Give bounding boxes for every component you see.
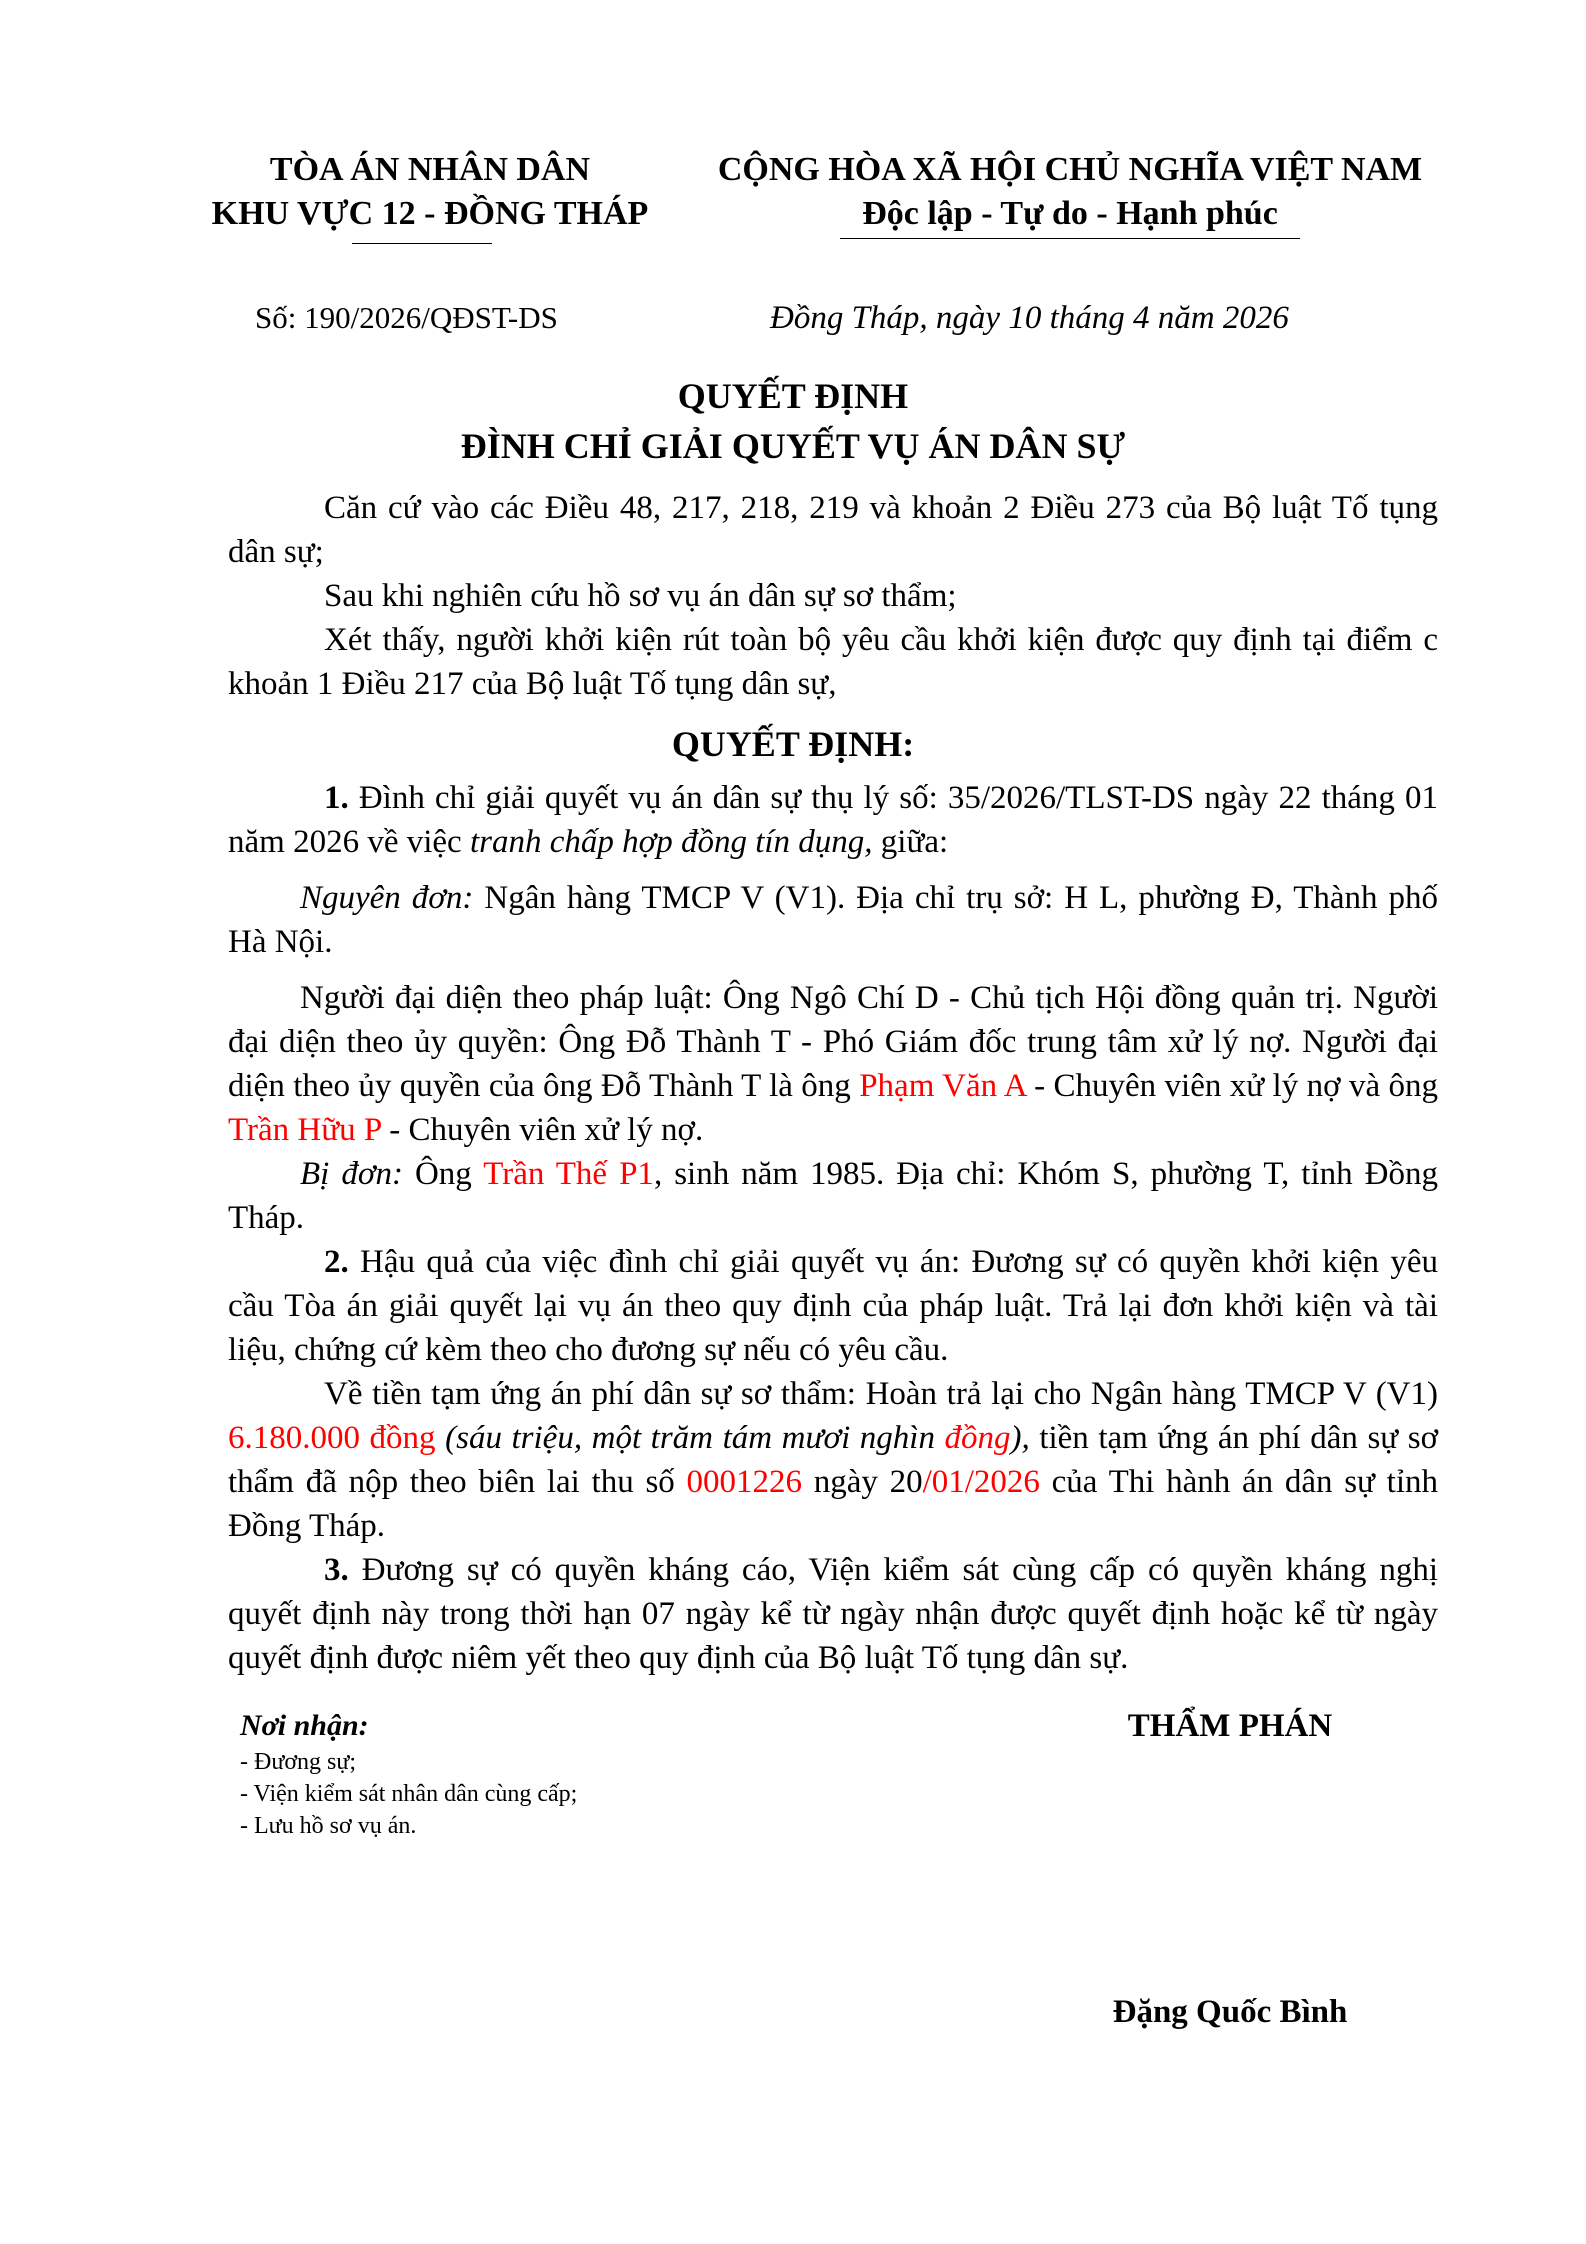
fee-text-b: tiền tạm ứng án phí dân sự sơ thẩm đã nộp theo biên lai thu số [228, 1420, 1439, 1500]
recipient-item: - Đương sự; [240, 1749, 357, 1775]
fee-words-close: ), [1010, 1420, 1030, 1456]
item-3-number: 3. [324, 1552, 349, 1588]
defendant-text-b: , sinh năm 1985. Địa chỉ: Khóm S, phường T, tỉnh Đồng Tháp. [228, 1156, 1438, 1236]
fee-text-c: ngày 20 [802, 1464, 923, 1500]
item-3 [228, 1548, 1438, 1680]
item-1-number: 1. [324, 780, 349, 816]
item-1 [228, 776, 1438, 864]
representative-name-2: Trần Hữu P [228, 1112, 381, 1148]
representatives [228, 976, 1438, 1152]
representatives-text-c: - Chuyên viên xử lý nợ. [380, 1112, 704, 1148]
defendant-label: Bị đơn: [300, 1156, 403, 1192]
decision-heading: QUYẾT ĐỊNH: [671, 724, 915, 764]
court-header [190, 148, 670, 236]
case-type: tranh chấp hợp đồng tín dụng, [469, 824, 873, 860]
recipients [240, 1706, 577, 1842]
item-2-number: 2. [324, 1244, 349, 1280]
document-title: QUYẾT ĐỊNH [677, 376, 909, 416]
plaintiff-text: Ngân hàng TMCP V (V1). Địa chỉ trụ sở: H L, phường Đ, Thành phố Hà Nội. [228, 880, 1439, 960]
fee-amount-words: (sáu triệu, một trăm tám mươi nghìn [435, 1420, 945, 1456]
plaintiff-label: Nguyên đơn: [300, 880, 474, 916]
signature-title: THẨM PHÁN [1127, 1708, 1333, 1744]
signer-name: Đặng Quốc Bình [1112, 1994, 1348, 2030]
motto-underline [840, 238, 1300, 239]
document-subtitle: ĐÌNH CHỈ GIẢI QUYẾT VỤ ÁN DÂN SỰ [460, 426, 1126, 466]
representatives-text-b: - Chuyên viên xử lý nợ và ông [1025, 1068, 1438, 1104]
representatives-text: Người đại diện theo pháp luật: Ông Ngô Chí D - Chủ tịch Hội đồng quản trị. Người đại diện theo ủy quyền: Ông Đỗ Thành T - Phó Giám đốc trung tâm xử lý nợ. Người đại diện theo ủy quyền của ông Đỗ Thành T là ông [228, 980, 1438, 1104]
fee-currency-word: đồng [944, 1420, 1011, 1456]
fee-amount: 6.180.000 đồng [228, 1420, 436, 1456]
fee-text-d: của Thi hành án dân sự tỉnh Đồng Tháp. [228, 1464, 1438, 1544]
national-header [690, 148, 1450, 236]
receipt-date: /01/2026 [922, 1464, 1040, 1500]
national-motto: Độc lập - Tự do - Hạnh phúc [862, 195, 1278, 232]
court-underline [352, 243, 492, 244]
recipient-item: - Lưu hồ sơ vụ án. [240, 1813, 417, 1839]
place-date: Đồng Tháp, ngày 10 tháng 4 năm 2026 [770, 300, 1289, 336]
preamble-review: Sau khi nghiên cứu hồ sơ vụ án dân sự sơ thẩm; [324, 578, 957, 614]
representative-name-1: Phạm Văn A [859, 1068, 1026, 1104]
preamble-legal-basis: Căn cứ vào các Điều 48, 217, 218, 219 và khoản 2 Điều 273 của Bộ luật Tố tụng dân sự; [228, 490, 1438, 570]
receipt-number: 0001226 [686, 1464, 802, 1500]
item-3-text: Đương sự có quyền kháng cáo, Viện kiểm sát cùng cấp có quyền kháng nghị quyết định này trong thời hạn 07 ngày kể từ ngày nhận được quyết định hoặc kể từ ngày quyết định được niêm yết theo quy định của Bộ luật Tố tụng dân sự. [228, 1552, 1438, 1676]
preamble-consideration: Xét thấy, người khởi kiện rút toàn bộ yêu cầu khởi kiện được quy định tại điểm c khoản 1 Điều 217 của Bộ luật Tố tụng dân sự, [228, 622, 1438, 702]
plaintiff [228, 876, 1438, 964]
defendant-name: Trần Thế P1 [483, 1156, 654, 1192]
fee-text: Về tiền tạm ứng án phí dân sự sơ thẩm: Hoàn trả lại cho Ngân hàng TMCP V (V1) [324, 1376, 1438, 1412]
item-2-text: Hậu quả của việc đình chỉ giải quyết vụ án: Đương sự có quyền khởi kiện yêu cầu Tòa án giải quyết lại vụ án theo quy định của pháp luật. Trả lại đơn khởi kiện và tài liệu, chứng cứ kèm theo cho đương sự nếu có yêu cầu. [228, 1244, 1438, 1368]
preamble [228, 486, 1438, 706]
national-title: CỘNG HÒA XÃ HỘI CHỦ NGHĨA VIỆT NAM [717, 151, 1423, 188]
court-name: TÒA ÁN NHÂN DÂN [269, 151, 591, 188]
court-region: KHU VỰC 12 - ĐỒNG THÁP [211, 195, 649, 232]
defendant [228, 1152, 1438, 1240]
decision-body [228, 776, 1438, 1680]
court-fee [228, 1372, 1438, 1548]
recipient-item: - Viện kiểm sát nhân dân cùng cấp; [240, 1781, 578, 1807]
document-number: Số: 190/2026/QĐST-DS [255, 300, 558, 335]
item-1-text: Đình chỉ giải quyết vụ án dân sự thụ lý số: 35/2026/TLST-DS ngày 22 tháng 01 năm 2026 về việc [228, 780, 1438, 860]
item-1-tail: giữa: [872, 824, 949, 860]
recipients-heading: Nơi nhận: [240, 1709, 369, 1742]
defendant-text: Ông [402, 1156, 484, 1192]
item-2 [228, 1240, 1438, 1372]
